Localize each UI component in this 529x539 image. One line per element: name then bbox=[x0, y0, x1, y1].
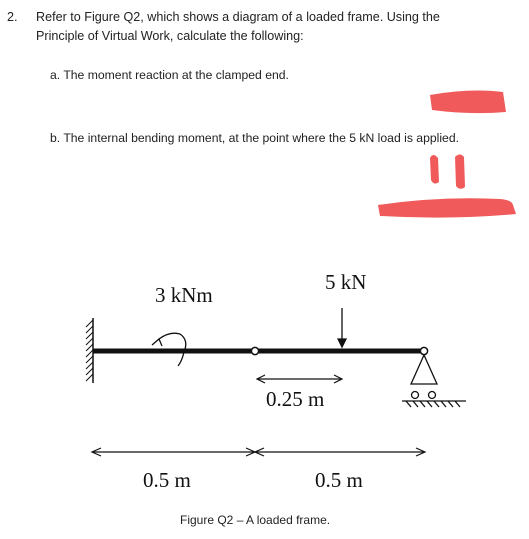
ground-hatch bbox=[455, 401, 460, 407]
wall-hatch bbox=[86, 326, 93, 333]
wall-hatch bbox=[86, 332, 93, 339]
redaction-mark-1 bbox=[430, 91, 506, 114]
wall-hatch bbox=[86, 320, 93, 327]
wall-hatch bbox=[86, 344, 93, 351]
redaction-marks bbox=[378, 91, 516, 218]
ground-hatch bbox=[427, 401, 432, 407]
segment-length-label: 0.25 m bbox=[266, 387, 325, 411]
internal-hinge bbox=[251, 347, 258, 354]
redaction-mark-2 bbox=[430, 155, 439, 184]
subquestion-b: b. The internal bending moment, at the point where the 5 kN load is applied. bbox=[50, 131, 459, 145]
span-left-label: 0.5 m bbox=[143, 468, 191, 492]
ground-hatch bbox=[441, 401, 446, 407]
segment-dimension bbox=[257, 375, 342, 383]
roller-support bbox=[402, 355, 466, 407]
wall-hatch bbox=[86, 374, 93, 381]
load-label: 5 kN bbox=[325, 270, 367, 294]
redaction-mark-3 bbox=[455, 155, 465, 189]
ground-hatch bbox=[420, 401, 425, 407]
roller-wheel bbox=[412, 392, 419, 399]
ground-hatch bbox=[413, 401, 418, 407]
question-text-line1: Refer to Figure Q2, which shows a diagram of a loaded frame. Using the bbox=[36, 10, 440, 24]
support-triangle bbox=[411, 355, 437, 384]
span-right-label: 0.5 m bbox=[315, 468, 363, 492]
point-load-arrow bbox=[338, 308, 346, 347]
wall-hatch bbox=[86, 350, 93, 357]
redaction-mark-4 bbox=[378, 198, 516, 217]
roller-wheel bbox=[429, 392, 436, 399]
subquestion-a: a. The moment reaction at the clamped end. bbox=[50, 68, 289, 82]
wall-hatch bbox=[86, 368, 93, 375]
ground-hatch bbox=[406, 401, 411, 407]
ground-hatch bbox=[434, 401, 439, 407]
span-dimensions bbox=[92, 448, 425, 456]
moment-arrowhead bbox=[152, 339, 162, 346]
wall-hatch bbox=[86, 356, 93, 363]
wall-hatch bbox=[86, 362, 93, 369]
ground-hatch bbox=[448, 401, 453, 407]
question-number: 2. bbox=[7, 10, 18, 24]
figure-caption: Figure Q2 – A loaded frame. bbox=[180, 513, 331, 527]
moment-label: 3 kNm bbox=[155, 283, 213, 307]
clamped-support bbox=[86, 318, 93, 383]
wall-hatch bbox=[86, 338, 93, 345]
question-text-line2: Principle of Virtual Work, calculate the following: bbox=[36, 29, 304, 43]
